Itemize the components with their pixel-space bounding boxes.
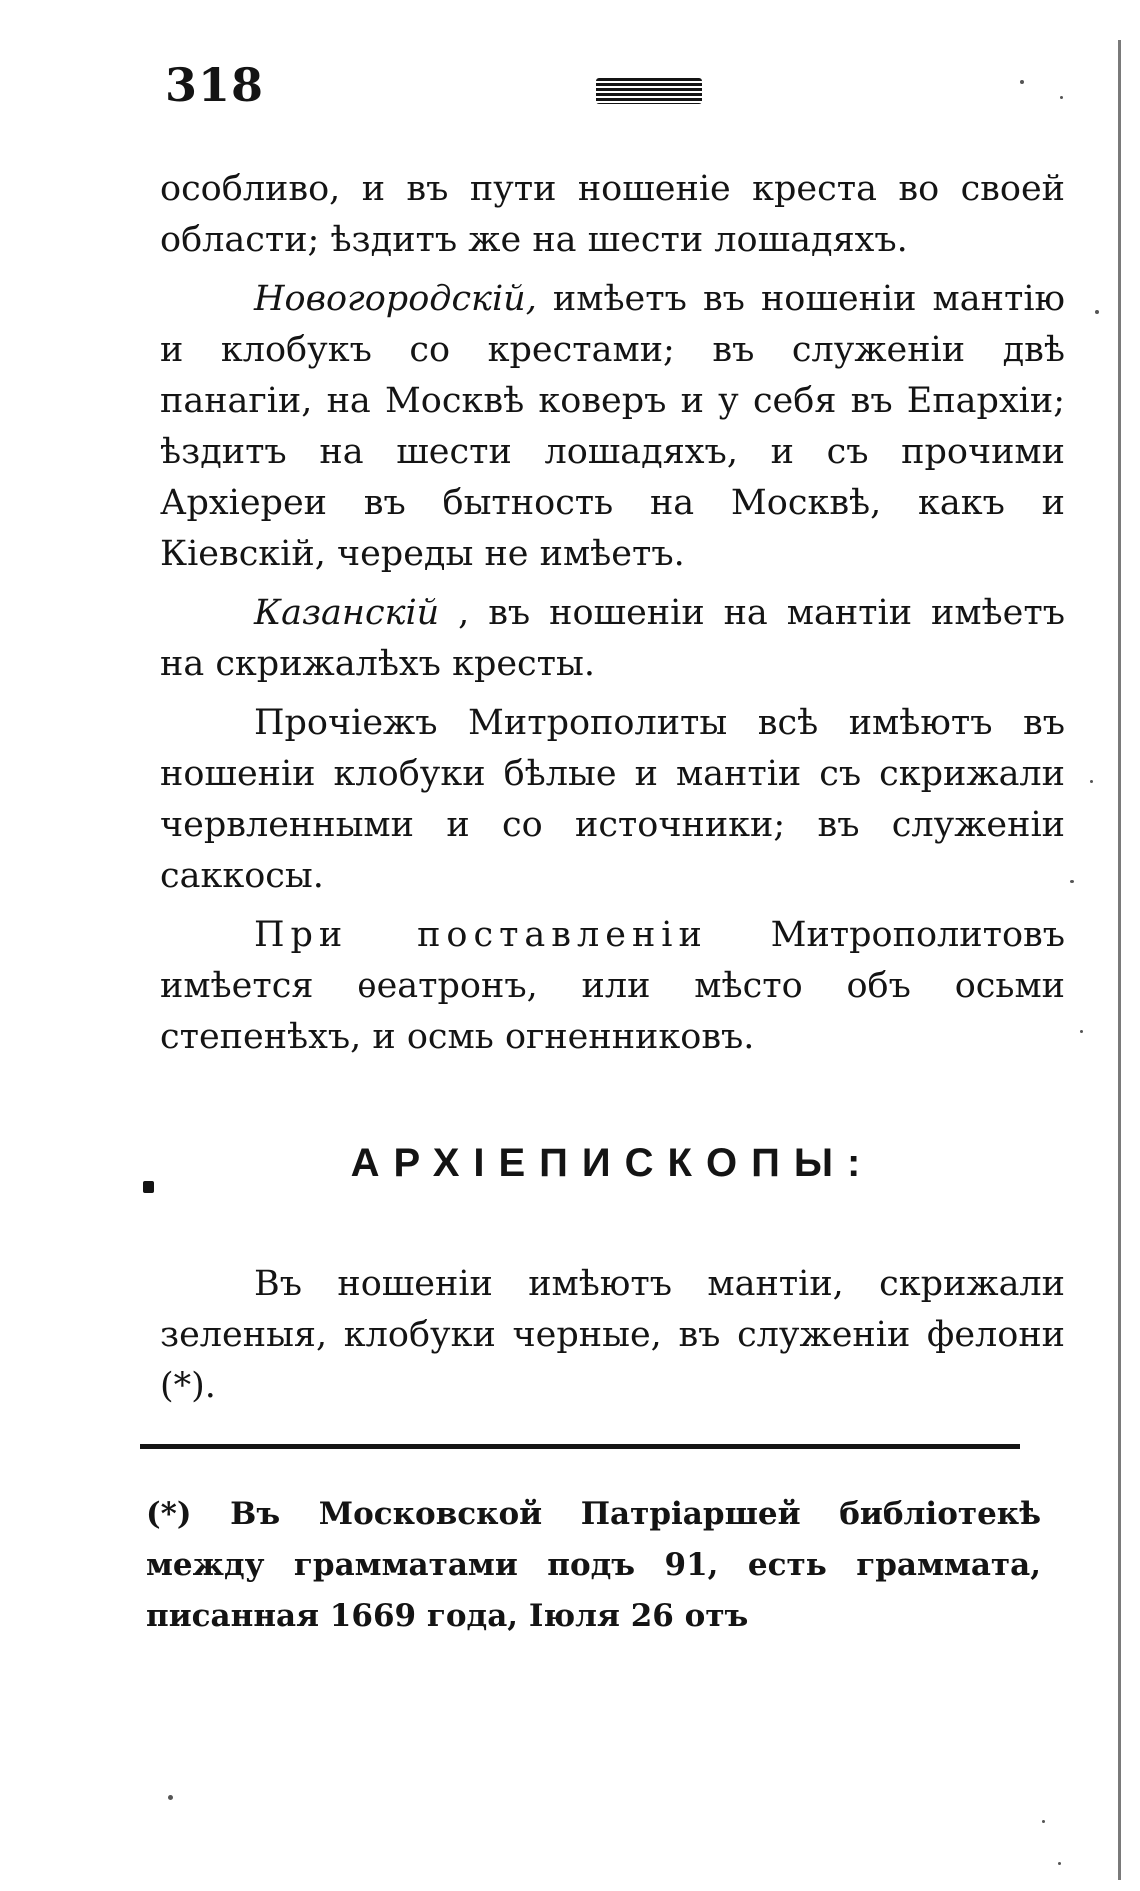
paragraph-5-spaced: При поставленіи <box>254 915 708 955</box>
paragraph-3 <box>160 588 1065 690</box>
paragraph-2-text: имѣетъ въ ношеніи мантію и клобукъ со крестами; въ служеніи двѣ панагіи, на Москвѣ коверъ и у себя въ Епархіи; ѣздитъ на шести лошадяхъ, и съ прочими Архіереи въ бытность на Москвѣ, какъ и Кіевскій, череды не имѣетъ. <box>160 279 1065 574</box>
paragraph-4 <box>160 698 1065 902</box>
paragraph-5-text: Митрополитовъ имѣется ѳеатронъ, или мѣсто объ осьми степенѣхъ, и осмь огненниковъ. <box>160 915 1065 1057</box>
section-paragraph: Въ ношеніи имѣютъ мантіи, скрижали зеленыя, клобуки черные, въ служеніи фелони (*). <box>160 1264 1065 1406</box>
paragraph-3-text: , въ ношеніи на мантіи имѣетъ на скрижалѣхъ кресты. <box>160 593 1065 684</box>
margin-mark <box>143 1181 154 1193</box>
paragraph-1-text: особливо, и въ пути ношеніе креста во своей области; ѣздитъ же на шести лошадяхъ. <box>160 169 1065 260</box>
paragraph-2 <box>160 274 1065 580</box>
section-text <box>160 1259 1065 1412</box>
print-speck <box>1020 80 1024 84</box>
header-ornament <box>596 78 702 104</box>
paragraph-1 <box>160 164 1065 266</box>
footnote-rule <box>140 1444 1020 1449</box>
paragraph-5 <box>160 910 1065 1063</box>
page-number: 318 <box>165 58 265 112</box>
print-speck <box>1095 310 1099 314</box>
print-speck <box>1080 1030 1083 1033</box>
page-edge-line <box>1118 40 1121 1880</box>
paragraph-2-name: Новогородскій, <box>254 279 537 319</box>
print-speck <box>168 1795 173 1800</box>
section-heading: АРХІЕПИСКОПЫ: <box>350 1141 875 1185</box>
print-speck <box>1090 780 1093 783</box>
footnote-text: (*) Въ Московской Патріаршей библіотекѣ между грамматами подъ 91, есть граммата, писанная 1669 года, Іюля 26 отъ <box>146 1496 1041 1634</box>
body-text <box>160 164 1065 1071</box>
footnote <box>146 1489 1041 1642</box>
print-speck <box>1060 96 1063 99</box>
print-speck <box>1042 1820 1045 1823</box>
paragraph-4-text: Прочіежъ Митрополиты всѣ имѣютъ въ ношеніи клобуки бѣлые и мантіи съ скрижали червленными и со источники; въ служеніи саккосы. <box>160 703 1065 896</box>
paragraph-3-name: Казанскій <box>254 593 440 633</box>
print-speck <box>1058 1862 1061 1865</box>
print-speck <box>1070 880 1074 883</box>
